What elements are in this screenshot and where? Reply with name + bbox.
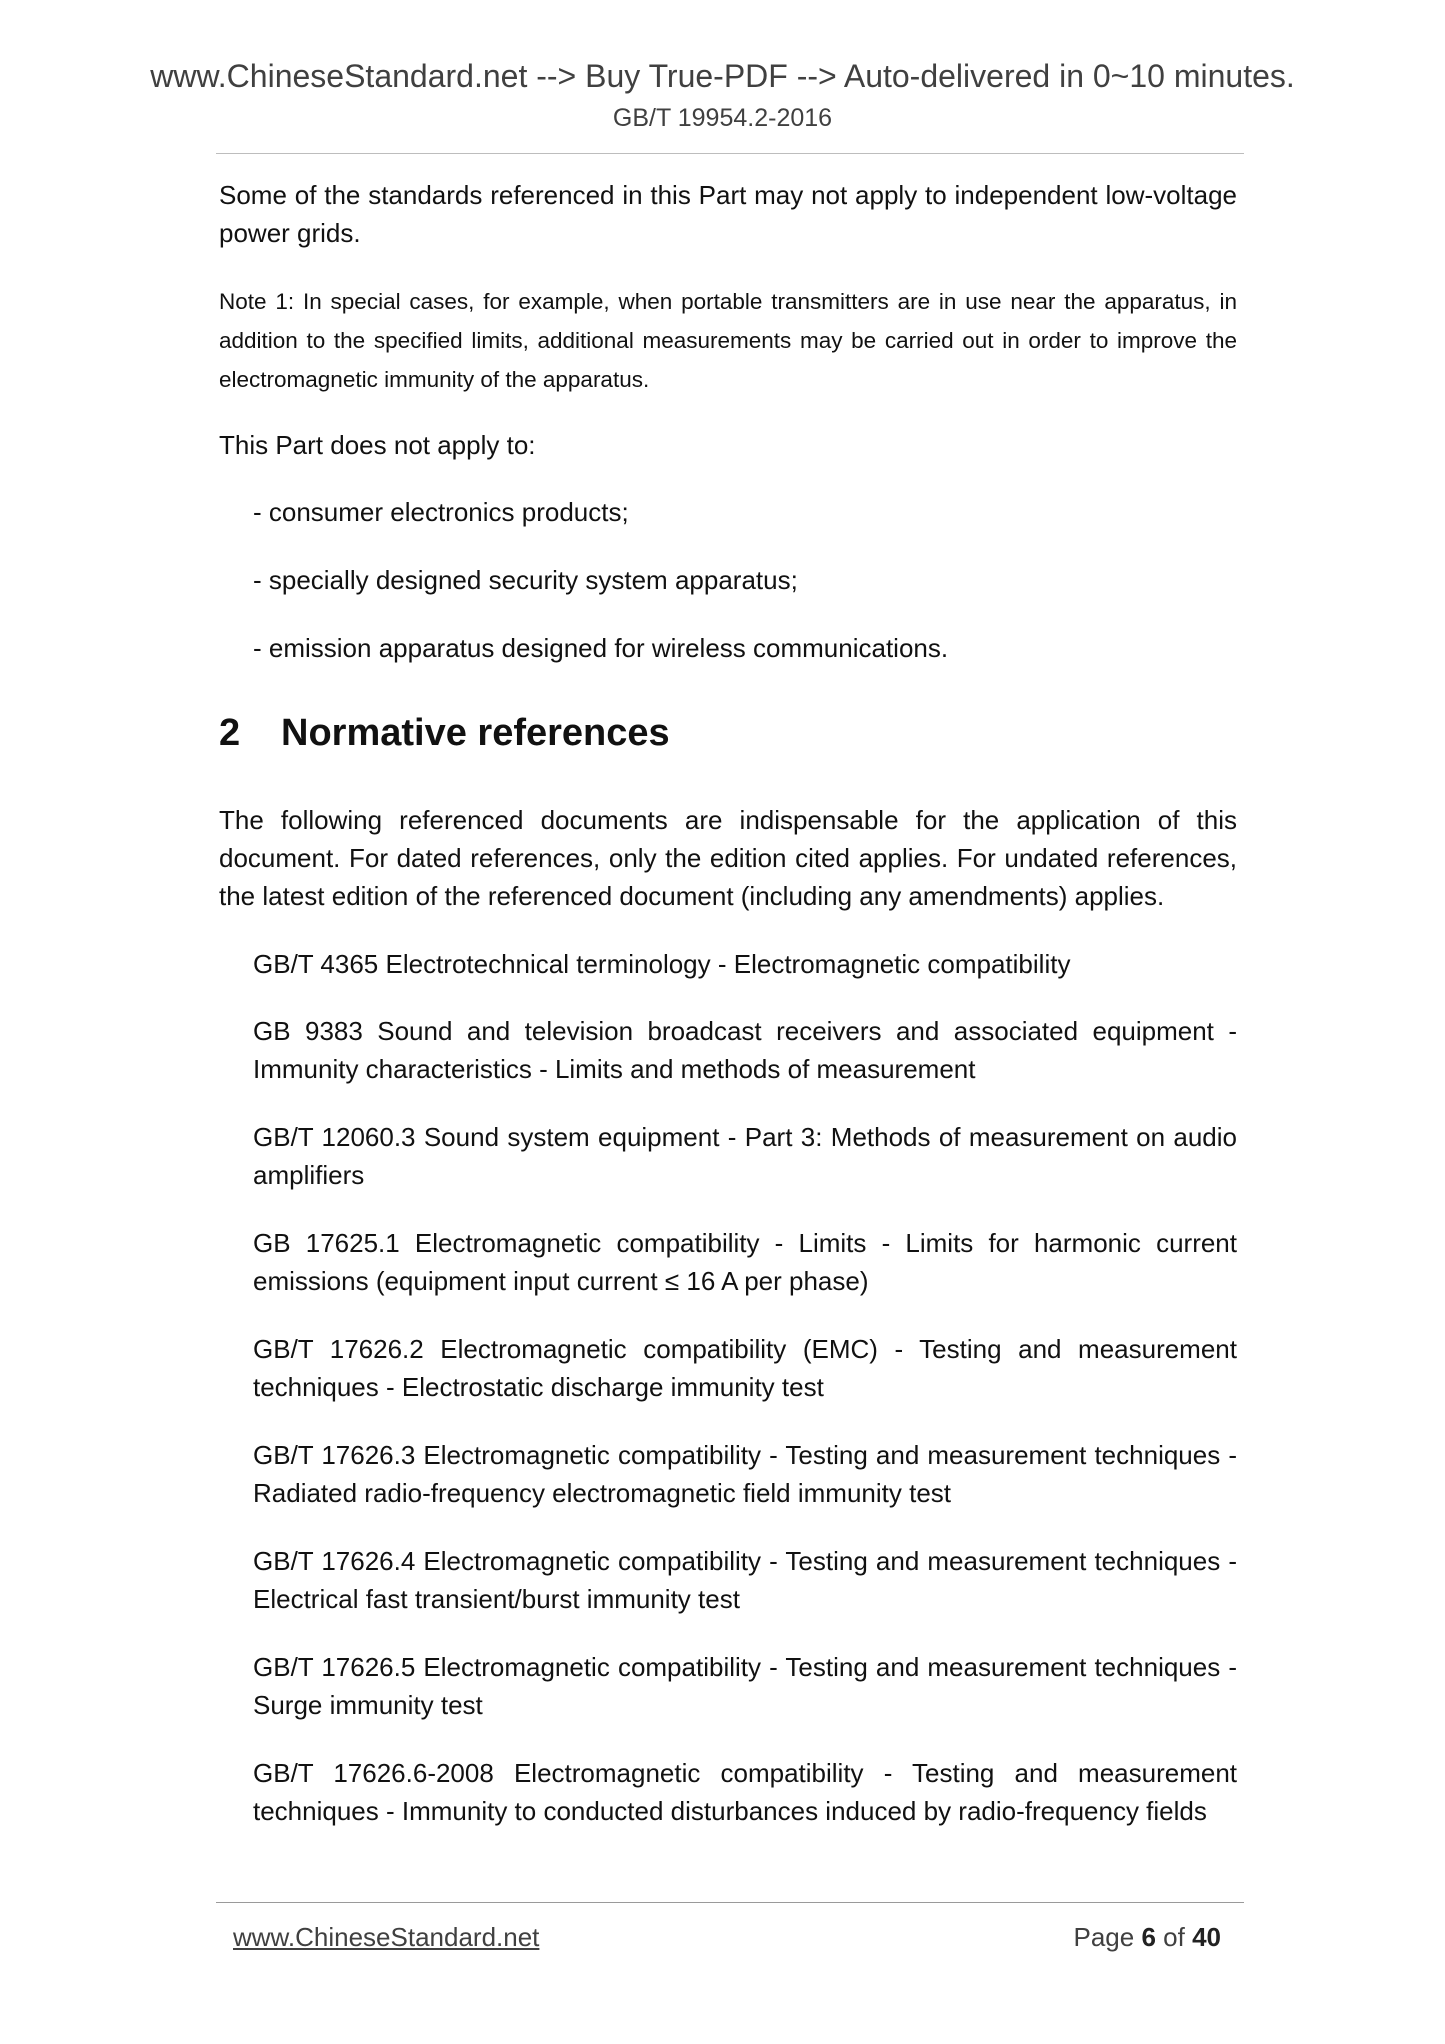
page-number — [1073, 1922, 1221, 1953]
reference-item: GB/T 17626.4 Electromagnetic compatibility - Testing and measurement techniques - Electrical fast transient/burst immunity test — [253, 1546, 1237, 1614]
page-label: Page — [1073, 1922, 1135, 1952]
header-divider — [216, 153, 1244, 154]
page-of: of — [1163, 1922, 1185, 1952]
reference-item: GB/T 12060.3 Sound system equipment - Part 3: Methods of measurement on audio amplifiers — [253, 1122, 1237, 1190]
not-apply-paragraph: This Part does not apply to: — [219, 430, 536, 460]
reference-item: GB/T 17626.3 Electromagnetic compatibility - Testing and measurement techniques - Radiated radio-frequency electromagnetic field immunity test — [253, 1440, 1237, 1508]
page-current: 6 — [1141, 1922, 1156, 1952]
document-code: GB/T 19954.2-2016 — [612, 104, 833, 132]
exclusion-item: - emission apparatus designed for wireless communications. — [253, 633, 949, 663]
reference-item: GB 17625.1 Electromagnetic compatibility - Limits - Limits for harmonic current emissions (equipment input current ≤ 16 A per phase) — [253, 1228, 1237, 1296]
footer-divider — [216, 1902, 1244, 1903]
page-total: 40 — [1192, 1922, 1221, 1952]
reference-item: GB 9383 Sound and television broadcast receivers and associated equipment - Immunity characteristics - Limits and methods of measurement — [253, 1016, 1237, 1084]
reference-item: GB/T 4365 Electrotechnical terminology - Electromagnetic compatibility — [253, 949, 1071, 979]
note-paragraph: Note 1: In special cases, for example, when portable transmitters are in use near the apparatus, in addition to the specified limits, additional measurements may be carried out in order to improve the electromagnetic immunity of the apparatus. — [219, 289, 1237, 392]
reference-item: GB/T 17626.5 Electromagnetic compatibility - Testing and measurement techniques - Surge immunity test — [253, 1652, 1237, 1720]
reference-item: GB/T 17626.2 Electromagnetic compatibility (EMC) - Testing and measurement techniques - Electrostatic discharge immunity test — [253, 1334, 1237, 1402]
reference-item: GB/T 17626.6-2008 Electromagnetic compatibility - Testing and measurement techniques - Immunity to conducted disturbances induced by radio-frequency fields — [253, 1758, 1237, 1826]
section-heading — [219, 707, 670, 759]
section-title: Normative references — [281, 712, 670, 754]
section-number: 2 — [219, 712, 241, 754]
intro-paragraph: Some of the standards referenced in this Part may not apply to independent low-voltage power grids. — [219, 180, 1237, 248]
footer-website-link[interactable]: www.ChineseStandard.net — [233, 1922, 540, 1952]
exclusion-item: - consumer electronics products; — [253, 497, 629, 527]
header-banner: www.ChineseStandard.net --> Buy True-PDF --> Auto-delivered in 0~10 minutes. — [150, 58, 1295, 94]
references-intro-paragraph: The following referenced documents are indispensable for the application of this document. For dated references, only the edition cited applies. For undated references, the latest edition of the referenced document (including any amendments) applies. — [219, 805, 1237, 911]
exclusion-item: - specially designed security system apparatus; — [253, 565, 798, 595]
